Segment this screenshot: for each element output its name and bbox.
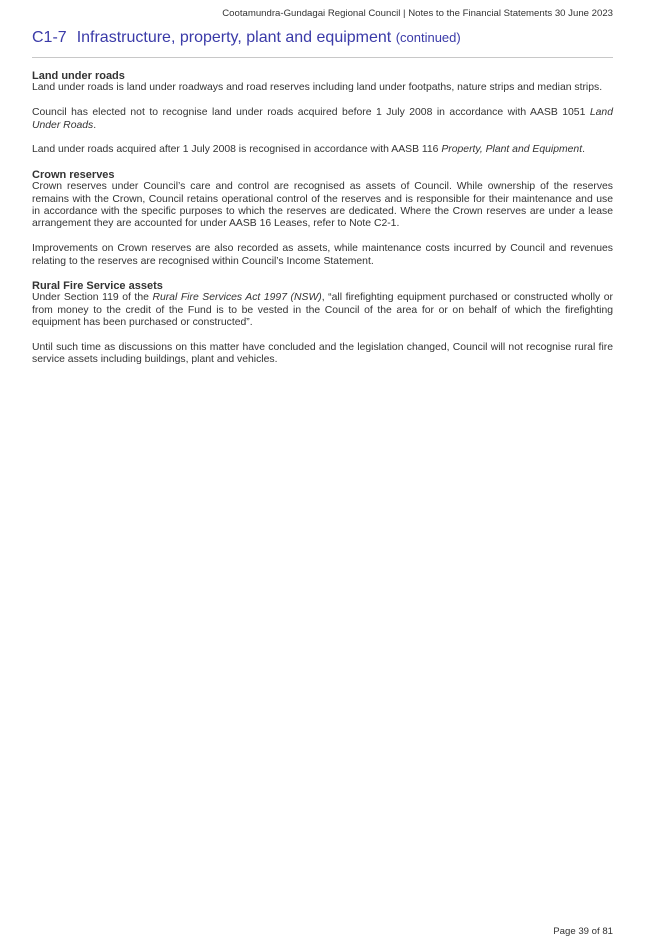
continued-label: (continued) (395, 30, 461, 45)
paragraph: Land under roads is land under roadways and road reserves including land under footpaths, nature strips and median strips. (32, 82, 603, 94)
note-code: C1-7 (32, 29, 67, 46)
paragraph: Under Section 119 of the Rural Fire Services Act 1997 (NSW), “all firefighting equipment purchased or constructed wholly or from money to the credit of the Fund is to be vested in the Council of the area for or on behalf of which the firefighting equipment has been purchased or constructed”. (32, 292, 613, 329)
note-body (32, 70, 613, 379)
section-heading: Rural Fire Service assets (32, 280, 163, 293)
page-number: Page 39 of 81 (553, 926, 613, 937)
paragraph: Crown reserves under Council’s care and control are recognised as assets of Council. While ownership of the reserves remains with the Crown, Council retains operational control of the reserves and is responsible for their maintenance and use in accordance with the specific purposes to which the reserves are dedicated. Where the Crown reserves are under a lease arrangement they are accounted for under AASB 16 Leases, refer to Note C2-1. (32, 181, 613, 230)
section-heading: Land under roads (32, 70, 125, 82)
paragraph: Council has elected not to recognise land under roads acquired before 1 July 2008 in accordance with AASB 1051 Land Under Roads. (32, 107, 613, 131)
section-land-under-roads (32, 70, 613, 157)
page-title (32, 29, 613, 47)
section-rural-fire-service-assets (32, 280, 613, 367)
section-heading: Crown reserves (32, 168, 115, 181)
section-crown-reserves (32, 169, 613, 268)
paragraph: Until such time as discussions on this matter have concluded and the legislation changed, Council will not recognise rural fire service assets including buildings, plant and vehicles. (32, 342, 613, 366)
paragraph: Land under roads acquired after 1 July 2008 is recognised in accordance with AASB 116 Property, Plant and Equipment. (32, 144, 585, 156)
running-header: Cootamundra-Gundagai Regional Council | Notes to the Financial Statements 30 June 2023 (222, 8, 613, 19)
paragraph: Improvements on Crown reserves are also recorded as assets, while maintenance costs incurred by Council and revenues relating to the reserves are recognised within Council’s Income Statement. (32, 243, 613, 267)
title-divider (32, 57, 613, 58)
note-title-text: Infrastructure, property, plant and equipment (76, 29, 392, 46)
